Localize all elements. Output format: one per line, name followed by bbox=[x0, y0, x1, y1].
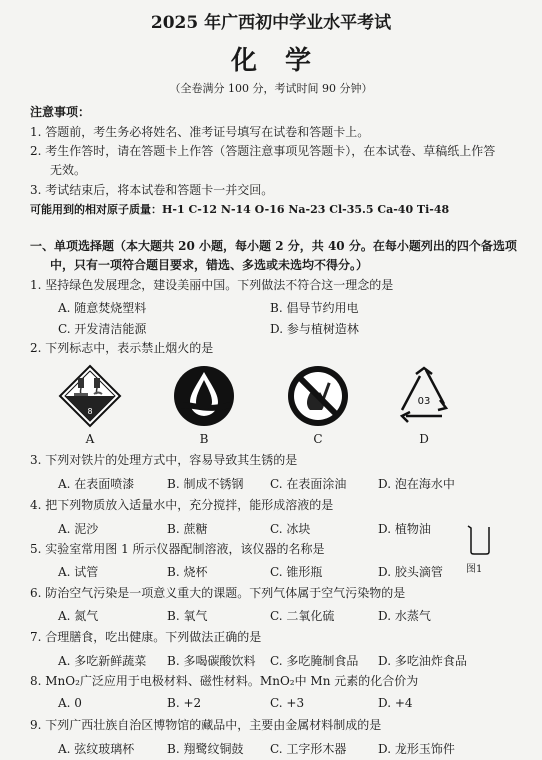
question-6-option-c[interactable]: C. 二氧化硫 bbox=[270, 609, 335, 623]
question-1-option-b[interactable]: B. 倡导节约用电 bbox=[270, 301, 359, 315]
question-7-option-d[interactable]: D. 多吃油炸食品 bbox=[378, 654, 467, 668]
question-8-option-a[interactable]: A. 0 bbox=[58, 696, 82, 710]
question-2-stem: 2. 下列标志中，表示禁止烟火的是 bbox=[30, 341, 214, 355]
question-8-option-b[interactable]: B. +2 bbox=[167, 696, 202, 710]
exam-title: 2025 年广西初中学业水平考试 bbox=[150, 13, 392, 33]
no-fire-icon bbox=[286, 364, 350, 428]
subject-title: 化学 bbox=[230, 46, 339, 76]
question-6-stem: 6. 防治空气污染是一项意义重大的课题。下列气体属于空气污染物的是 bbox=[30, 586, 406, 600]
question-4-stem: 4. 把下列物质放入适量水中，充分搅拌，能形成溶液的是 bbox=[30, 498, 334, 512]
question-7-option-c[interactable]: C. 多吃腌制食品 bbox=[270, 654, 359, 668]
note-item: 1. 答题前，考生务必将姓名、准考证号填写在试卷和答题卡上。 bbox=[30, 125, 370, 139]
note-item: 3. 考试结束后，将本试卷和答题卡一并交回。 bbox=[30, 183, 274, 197]
corrosive-icon bbox=[58, 364, 122, 428]
question-6-option-b[interactable]: B. 氧气 bbox=[167, 609, 208, 623]
question-3-option-a[interactable]: A. 在表面喷漆 bbox=[58, 477, 135, 491]
question-4-option-b[interactable]: B. 蔗糖 bbox=[167, 522, 208, 536]
question-2-option-d[interactable]: D bbox=[419, 432, 429, 446]
question-7-option-a[interactable]: A. 多吃新鲜蔬菜 bbox=[58, 654, 147, 668]
question-4-option-a[interactable]: A. 泥沙 bbox=[58, 522, 99, 536]
recycle-code: 03 bbox=[417, 396, 431, 407]
notes-heading: 注意事项： bbox=[30, 105, 91, 119]
question-5-stem: 5. 实验室常用图 1 所示仪器配制溶液，该仪器的名称是 bbox=[30, 542, 325, 556]
question-9-option-b[interactable]: B. 翔鹭纹铜鼓 bbox=[167, 742, 244, 756]
note-item: 2. 考生作答时，请在答题卡上作答（答题注意事项见答题卡），在本试卷、草稿纸上作答 bbox=[30, 144, 496, 158]
beaker-icon bbox=[466, 524, 492, 556]
question-2-option-a[interactable]: A bbox=[85, 432, 95, 446]
recycle-icon bbox=[392, 364, 456, 428]
question-7-option-b[interactable]: B. 多喝碳酸饮料 bbox=[167, 654, 256, 668]
question-9-option-c[interactable]: C. 工字形木器 bbox=[270, 742, 347, 756]
question-4-option-c[interactable]: C. 冰块 bbox=[270, 522, 311, 536]
question-3-stem: 3. 下列对铁片的处理方式中，容易导致其生锈的是 bbox=[30, 453, 298, 467]
question-8-option-c[interactable]: C. +3 bbox=[270, 696, 305, 710]
question-3-option-c[interactable]: C. 在表面涂油 bbox=[270, 477, 347, 491]
water-drop-icon bbox=[172, 364, 236, 428]
question-3-option-d[interactable]: D. 泡在海水中 bbox=[378, 477, 455, 491]
question-4-option-d[interactable]: D. 植物油 bbox=[378, 522, 431, 536]
corrosive-hazard-sign bbox=[58, 364, 122, 428]
question-8-option-d[interactable]: D. +4 bbox=[378, 696, 413, 710]
no-fire-sign bbox=[286, 364, 350, 428]
water-saving-sign bbox=[172, 364, 236, 428]
question-1-option-d[interactable]: D. 参与植树造林 bbox=[270, 322, 359, 336]
note-item: 无效。 bbox=[50, 163, 87, 177]
question-1-stem: 1. 坚持绿色发展理念，建设美丽中国。下列做法不符合这一理念的是 bbox=[30, 278, 394, 292]
question-5-option-a[interactable]: A. 试管 bbox=[58, 565, 99, 579]
question-2-option-c[interactable]: C bbox=[313, 432, 323, 446]
question-9-option-a[interactable]: A. 弦纹玻璃杯 bbox=[58, 742, 135, 756]
question-9-option-d[interactable]: D. 龙形玉饰件 bbox=[378, 742, 455, 756]
recycling-sign bbox=[392, 364, 456, 428]
question-7-stem: 7. 合理膳食，吃出健康。下列做法正确的是 bbox=[30, 630, 262, 644]
beaker-figure bbox=[466, 524, 492, 556]
question-2-option-b[interactable]: B bbox=[199, 432, 209, 446]
question-3-option-b[interactable]: B. 制成不锈钢 bbox=[167, 477, 244, 491]
question-9-stem: 9. 下列广西壮族自治区博物馆的藏品中，主要由金属材料制成的是 bbox=[30, 718, 382, 732]
question-6-option-d[interactable]: D. 水蒸气 bbox=[378, 609, 431, 623]
question-5-option-b[interactable]: B. 烧杯 bbox=[167, 565, 208, 579]
question-5-option-d[interactable]: D. 胶头滴管 bbox=[378, 565, 443, 579]
section-heading-cont: 中，只有一项符合题目要求，错选、多选或未选均不得分。） bbox=[50, 258, 369, 272]
question-1-option-c[interactable]: C. 开发清洁能源 bbox=[58, 322, 147, 336]
question-1-option-a[interactable]: A. 随意焚烧塑料 bbox=[58, 301, 147, 315]
question-5-option-c[interactable]: C. 锥形瓶 bbox=[270, 565, 323, 579]
section-heading: 一、单项选择题（本大题共 20 小题，每小题 2 分，共 40 分。在每小题列出的四个备选项 bbox=[30, 239, 517, 253]
atomic-masses: 可能用到的相对原子质量：H-1 C-12 N-14 O-16 Na-23 Cl-35.5 Ca-40 Ti-48 bbox=[30, 203, 450, 216]
question-8-stem: 8. MnO₂广泛应用于电极材料、磁性材料。MnO₂中 Mn 元素的化合价为 bbox=[30, 674, 419, 688]
figure-label: 图1 bbox=[466, 564, 483, 575]
question-6-option-a[interactable]: A. 氮气 bbox=[58, 609, 99, 623]
exam-meta: （全卷满分 100 分，考试时间 90 分钟） bbox=[169, 82, 373, 95]
hazard-code: 8 bbox=[87, 407, 93, 416]
